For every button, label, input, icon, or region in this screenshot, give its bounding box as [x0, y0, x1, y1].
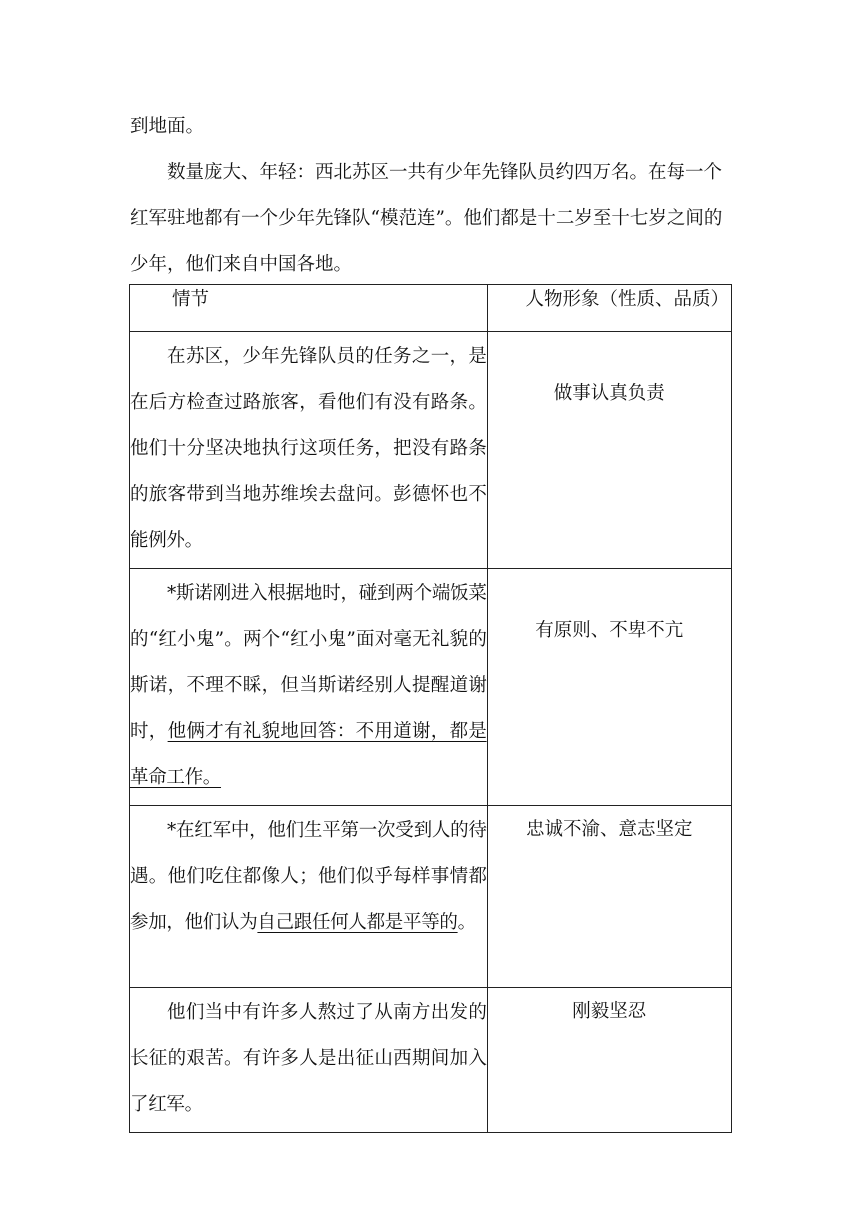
row-3-trait: 忠诚不渝、意志坚定 — [526, 819, 693, 840]
plot-character-table — [129, 284, 732, 1133]
table-row — [130, 569, 732, 806]
row-3-plot — [130, 806, 487, 950]
row-4-plot: 他们当中有许多人熬过了从南方出发的长征的艰苦。有许多人是出征山西期间加入了红军。 — [130, 1002, 487, 1115]
row-3-plot-tail: 。 — [457, 912, 476, 933]
row-2-plot-underlined: 他俩才有礼貌地回答：不用道谢，都是革命工作。 — [130, 721, 487, 788]
header-plot: 情节 — [130, 285, 488, 332]
row-2-plot — [130, 569, 487, 805]
row-4-trait: 刚毅坚忍 — [572, 1001, 647, 1022]
intro-paragraph: 数量庞大、年轻：西北苏区一共有少年先锋队员约四万名。在每一个红军驻地都有一个少年先锋队“模范连”。他们都是十二岁至十七岁之间的少年，他们来自中国各地。 — [130, 162, 723, 275]
row-3-plot-text: *在红军中，他们生平第一次受到人的待遇。他们吃住都像人；他们似乎每样事情都参加，他们认为 — [130, 820, 487, 933]
intro-line-1: 到地面。 — [130, 116, 205, 137]
row-2-plot-text: *斯诺刚进入根据地时，碰到两个端饭菜的“红小鬼”。两个“红小鬼”面对毫无礼貌的斯诺，不理不睬，但当斯诺经别人提醒道谢时， — [130, 583, 487, 742]
row-1-plot: 在苏区，少年先锋队员的任务之一，是在后方检查过路旅客，看他们有没有路条。他们十分坚决地执行这项任务，把没有路条的旅客带到当地苏维埃去盘问。彭德怀也不能例外。 — [130, 346, 487, 551]
row-2-trait: 有原则、不卑不亢 — [535, 620, 684, 641]
table-row — [130, 806, 732, 988]
row-1-trait: 做事认真负责 — [553, 383, 665, 404]
header-character: 人物形象（性质、品质） — [487, 285, 731, 332]
table-header-row — [130, 285, 732, 332]
table-row — [130, 332, 732, 569]
row-3-plot-underlined: 自己跟任何人都是平等的 — [257, 912, 458, 933]
table-row — [130, 988, 732, 1133]
